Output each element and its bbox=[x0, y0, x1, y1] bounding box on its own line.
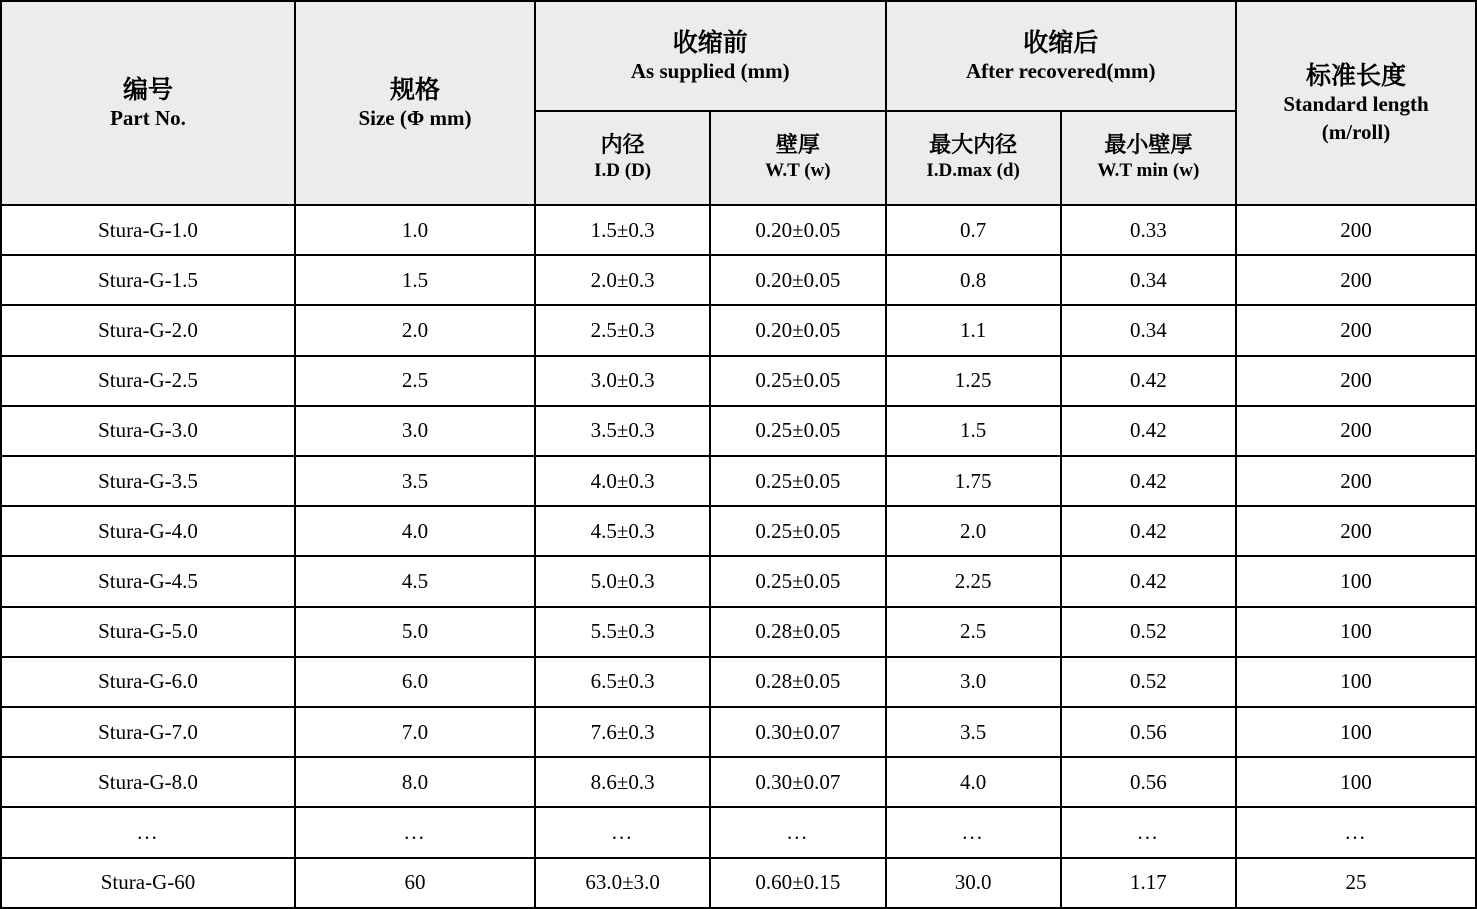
cell-size: 8.0 bbox=[295, 757, 535, 807]
cell-id: 6.5±0.3 bbox=[535, 657, 710, 707]
cell-length: 100 bbox=[1236, 556, 1476, 606]
table-body bbox=[1, 205, 1476, 908]
header-inner-diameter-en: I.D (D) bbox=[594, 160, 652, 182]
table-row bbox=[1, 858, 1476, 908]
cell-part-no: Stura-G-2.0 bbox=[1, 305, 295, 355]
cell-length: 200 bbox=[1236, 456, 1476, 506]
cell-part-no: Stura-G-4.5 bbox=[1, 556, 295, 606]
cell-length: 200 bbox=[1236, 205, 1476, 255]
cell-size: 1.5 bbox=[295, 255, 535, 305]
header-after-recovered-en: After recovered(mm) bbox=[966, 58, 1156, 83]
cell-length: ... bbox=[1236, 807, 1476, 857]
table-row bbox=[1, 356, 1476, 406]
cell-size: 7.0 bbox=[295, 707, 535, 757]
table-row bbox=[1, 406, 1476, 456]
cell-part-no: Stura-G-1.0 bbox=[1, 205, 295, 255]
cell-id-max: 1.5 bbox=[886, 406, 1061, 456]
cell-length: 200 bbox=[1236, 406, 1476, 456]
cell-id-max: 0.8 bbox=[886, 255, 1061, 305]
table-row bbox=[1, 456, 1476, 506]
cell-part-no: Stura-G-8.0 bbox=[1, 757, 295, 807]
table-row bbox=[1, 757, 1476, 807]
cell-id: 1.5±0.3 bbox=[535, 205, 710, 255]
header-size bbox=[295, 1, 535, 205]
header-id-max-cn: 最大内径 bbox=[929, 132, 1018, 158]
header-standard-length-en: Standard length bbox=[1283, 92, 1429, 117]
header-standard-length-cn: 标准长度 bbox=[1305, 61, 1406, 91]
cell-id: 4.5±0.3 bbox=[535, 506, 710, 556]
cell-id: 5.0±0.3 bbox=[535, 556, 710, 606]
table-row bbox=[1, 807, 1476, 857]
cell-id-max: ... bbox=[886, 807, 1061, 857]
cell-id-max: 0.7 bbox=[886, 205, 1061, 255]
cell-id-max: 3.0 bbox=[886, 657, 1061, 707]
cell-wt-min: 0.42 bbox=[1061, 506, 1236, 556]
cell-length: 100 bbox=[1236, 607, 1476, 657]
table-row bbox=[1, 255, 1476, 305]
header-inner-diameter bbox=[535, 111, 710, 205]
cell-size: 5.0 bbox=[295, 607, 535, 657]
cell-size: ... bbox=[295, 807, 535, 857]
header-part-no-cn: 编号 bbox=[122, 74, 173, 104]
cell-wt-min: 0.52 bbox=[1061, 607, 1236, 657]
cell-wt-min: ... bbox=[1061, 807, 1236, 857]
table-row bbox=[1, 607, 1476, 657]
cell-wt: 0.60±0.15 bbox=[710, 858, 885, 908]
cell-id: ... bbox=[535, 807, 710, 857]
header-id-max-en: I.D.max (d) bbox=[926, 160, 1020, 182]
cell-id: 4.0±0.3 bbox=[535, 456, 710, 506]
cell-wt-min: 1.17 bbox=[1061, 858, 1236, 908]
cell-wt: 0.25±0.05 bbox=[710, 506, 885, 556]
header-wt-min bbox=[1061, 111, 1236, 205]
cell-wt-min: 0.42 bbox=[1061, 356, 1236, 406]
table-row bbox=[1, 506, 1476, 556]
cell-wt: 0.30±0.07 bbox=[710, 707, 885, 757]
header-standard-length bbox=[1236, 1, 1476, 205]
cell-size: 1.0 bbox=[295, 205, 535, 255]
cell-id-max: 4.0 bbox=[886, 757, 1061, 807]
cell-size: 4.5 bbox=[295, 556, 535, 606]
cell-id: 3.5±0.3 bbox=[535, 406, 710, 456]
cell-wt-min: 0.34 bbox=[1061, 255, 1236, 305]
cell-size: 4.0 bbox=[295, 506, 535, 556]
cell-wt: 0.28±0.05 bbox=[710, 607, 885, 657]
cell-id-max: 2.0 bbox=[886, 506, 1061, 556]
cell-part-no: Stura-G-6.0 bbox=[1, 657, 295, 707]
cell-id-max: 1.25 bbox=[886, 356, 1061, 406]
table-row bbox=[1, 305, 1476, 355]
header-as-supplied-en: As supplied (mm) bbox=[630, 58, 790, 83]
cell-length: 100 bbox=[1236, 707, 1476, 757]
cell-size: 3.5 bbox=[295, 456, 535, 506]
header-size-en: Size (Φ mm) bbox=[358, 105, 472, 130]
table-row bbox=[1, 205, 1476, 255]
cell-wt: 0.25±0.05 bbox=[710, 456, 885, 506]
header-after-recovered bbox=[886, 1, 1237, 111]
cell-wt-min: 0.56 bbox=[1061, 707, 1236, 757]
table-row bbox=[1, 707, 1476, 757]
cell-wt: 0.28±0.05 bbox=[710, 657, 885, 707]
cell-length: 100 bbox=[1236, 757, 1476, 807]
cell-wt: 0.20±0.05 bbox=[710, 255, 885, 305]
cell-wt: 0.30±0.07 bbox=[710, 757, 885, 807]
cell-size: 2.0 bbox=[295, 305, 535, 355]
cell-wt: 0.25±0.05 bbox=[710, 556, 885, 606]
cell-id: 2.5±0.3 bbox=[535, 305, 710, 355]
cell-id: 7.6±0.3 bbox=[535, 707, 710, 757]
cell-wt-min: 0.34 bbox=[1061, 305, 1236, 355]
cell-length: 200 bbox=[1236, 356, 1476, 406]
cell-part-no: ... bbox=[1, 807, 295, 857]
cell-length: 200 bbox=[1236, 506, 1476, 556]
cell-wt-min: 0.42 bbox=[1061, 406, 1236, 456]
cell-part-no: Stura-G-3.0 bbox=[1, 406, 295, 456]
cell-wt-min: 0.52 bbox=[1061, 657, 1236, 707]
header-wt-min-cn: 最小壁厚 bbox=[1104, 132, 1193, 158]
header-wall-thickness-cn: 壁厚 bbox=[775, 132, 820, 158]
cell-id-max: 2.5 bbox=[886, 607, 1061, 657]
cell-wt: 0.25±0.05 bbox=[710, 356, 885, 406]
cell-length: 200 bbox=[1236, 305, 1476, 355]
cell-wt: 0.20±0.05 bbox=[710, 205, 885, 255]
cell-size: 3.0 bbox=[295, 406, 535, 456]
table-header bbox=[1, 1, 1476, 205]
cell-id-max: 30.0 bbox=[886, 858, 1061, 908]
header-size-cn: 规格 bbox=[389, 74, 440, 104]
cell-id: 5.5±0.3 bbox=[535, 607, 710, 657]
cell-part-no: Stura-G-3.5 bbox=[1, 456, 295, 506]
cell-size: 6.0 bbox=[295, 657, 535, 707]
header-id-max bbox=[886, 111, 1061, 205]
cell-length: 200 bbox=[1236, 255, 1476, 305]
table-row bbox=[1, 657, 1476, 707]
cell-wt-min: 0.42 bbox=[1061, 456, 1236, 506]
cell-length: 25 bbox=[1236, 858, 1476, 908]
cell-id: 2.0±0.3 bbox=[535, 255, 710, 305]
table-row bbox=[1, 556, 1476, 606]
cell-size: 2.5 bbox=[295, 356, 535, 406]
cell-wt-min: 0.56 bbox=[1061, 757, 1236, 807]
cell-length: 100 bbox=[1236, 657, 1476, 707]
header-wall-thickness bbox=[710, 111, 885, 205]
header-as-supplied-cn: 收缩前 bbox=[672, 27, 748, 57]
cell-part-no: Stura-G-5.0 bbox=[1, 607, 295, 657]
cell-id-max: 1.75 bbox=[886, 456, 1061, 506]
cell-id: 3.0±0.3 bbox=[535, 356, 710, 406]
cell-part-no: Stura-G-60 bbox=[1, 858, 295, 908]
header-after-recovered-cn: 收缩后 bbox=[1023, 27, 1099, 57]
cell-id-max: 2.25 bbox=[886, 556, 1061, 606]
cell-part-no: Stura-G-4.0 bbox=[1, 506, 295, 556]
cell-wt: ... bbox=[710, 807, 885, 857]
header-part-no-en: Part No. bbox=[110, 105, 186, 130]
header-wt-min-en: W.T min (w) bbox=[1097, 160, 1200, 182]
header-row-main bbox=[1, 1, 1476, 111]
header-wall-thickness-en: W.T (w) bbox=[765, 160, 831, 182]
cell-size: 60 bbox=[295, 858, 535, 908]
header-inner-diameter-cn: 内径 bbox=[600, 132, 645, 158]
cell-part-no: Stura-G-7.0 bbox=[1, 707, 295, 757]
cell-wt: 0.25±0.05 bbox=[710, 406, 885, 456]
cell-id-max: 3.5 bbox=[886, 707, 1061, 757]
header-as-supplied bbox=[535, 1, 886, 111]
cell-id-max: 1.1 bbox=[886, 305, 1061, 355]
header-part-no bbox=[1, 1, 295, 205]
cell-wt-min: 0.42 bbox=[1061, 556, 1236, 606]
cell-id: 63.0±3.0 bbox=[535, 858, 710, 908]
cell-id: 8.6±0.3 bbox=[535, 757, 710, 807]
cell-part-no: Stura-G-2.5 bbox=[1, 356, 295, 406]
cell-wt-min: 0.33 bbox=[1061, 205, 1236, 255]
cell-part-no: Stura-G-1.5 bbox=[1, 255, 295, 305]
cell-wt: 0.20±0.05 bbox=[710, 305, 885, 355]
header-standard-length-unit: (m/roll) bbox=[1321, 119, 1391, 144]
